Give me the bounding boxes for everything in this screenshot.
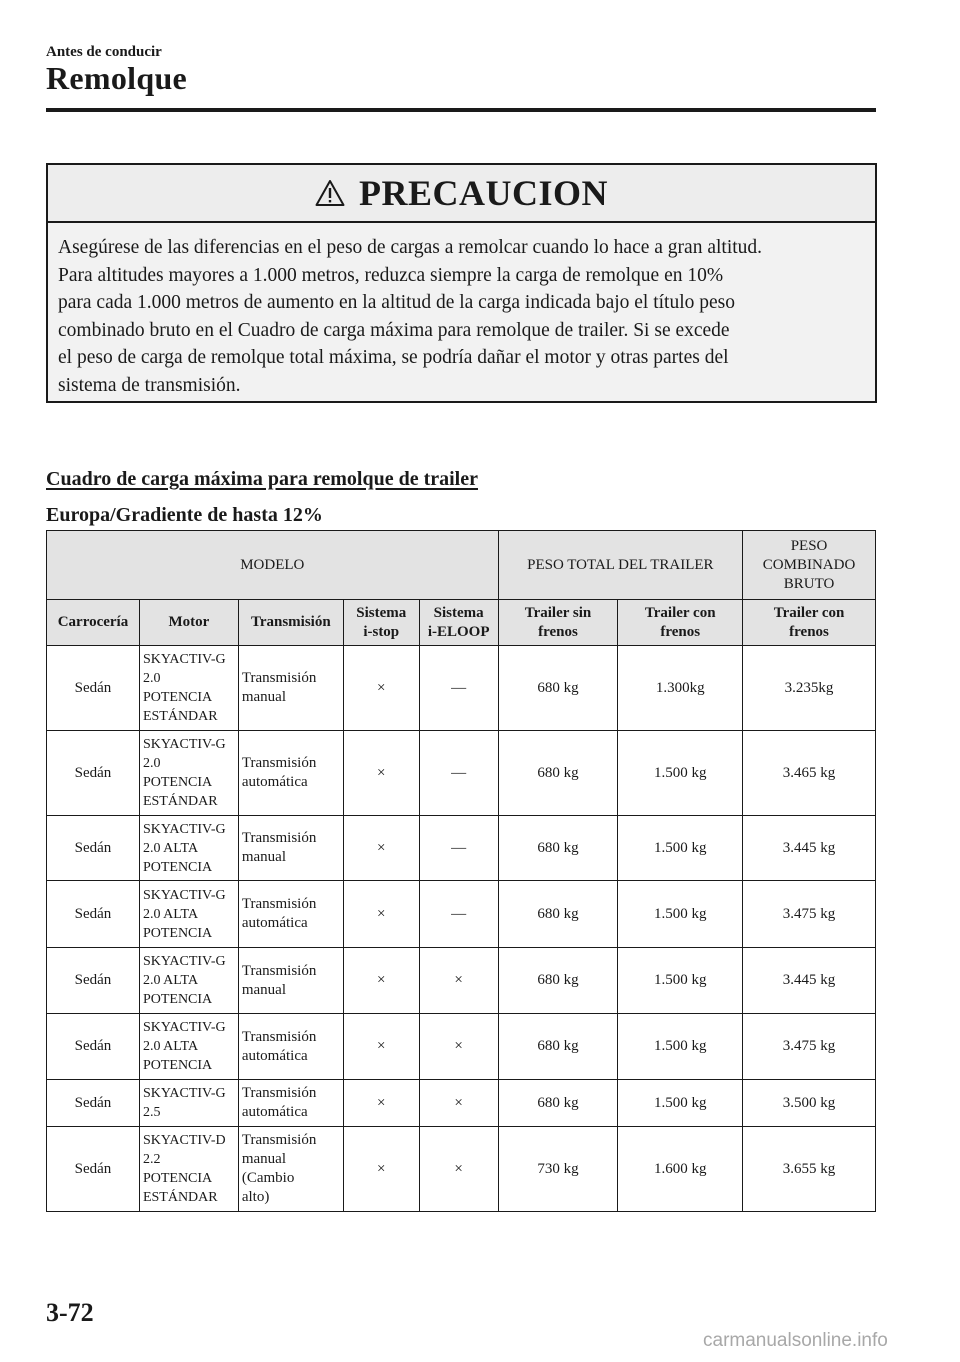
cell-braked: 1.600 kg xyxy=(618,1127,743,1212)
page-title: Remolque xyxy=(46,60,188,96)
cell-gcw: 3.500 kg xyxy=(743,1080,876,1127)
header-divider xyxy=(46,108,876,112)
caution-title: PRECAUCION xyxy=(358,173,608,213)
cell-istop: × xyxy=(343,1127,419,1212)
cell-braked: 1.300kg xyxy=(618,646,743,731)
cell-istop: × xyxy=(343,731,419,816)
cell-engine: SKYACTIV-G 2.0 POTENCIA ESTÁNDAR xyxy=(139,731,238,816)
cell-transmission: Transmisión automática xyxy=(238,731,343,816)
cell-gcw: 3.445 kg xyxy=(743,948,876,1014)
cell-engine: SKYACTIV-G 2.0 ALTA POTENCIA xyxy=(139,1014,238,1080)
cell-istop: × xyxy=(343,1014,419,1080)
col-istop: Sistema i-stop xyxy=(343,600,419,646)
table-row xyxy=(47,1127,876,1212)
cell-engine: SKYACTIV-G 2.0 ALTA POTENCIA xyxy=(139,948,238,1014)
cell-istop: × xyxy=(343,881,419,948)
cell-ieloop: × xyxy=(419,948,498,1014)
caution-line: Para altitudes mayores a 1.000 metros, reduzca siempre la carga de remolque en 10% xyxy=(58,264,724,286)
col-con-frenos: Trailer con frenos xyxy=(618,600,743,646)
header-modelo: MODELO xyxy=(47,531,499,600)
col-carroceria: Carrocería xyxy=(47,600,140,646)
cell-body: Sedán xyxy=(47,948,140,1014)
cell-unbraked: 680 kg xyxy=(498,731,618,816)
cell-braked: 1.500 kg xyxy=(618,1080,743,1127)
cell-transmission: Transmisión automática xyxy=(238,881,343,948)
cell-transmission: Transmisión automática xyxy=(238,1014,343,1080)
cell-gcw: 3.465 kg xyxy=(743,731,876,816)
cell-ieloop: — xyxy=(419,816,498,881)
cell-body: Sedán xyxy=(47,731,140,816)
cell-ieloop: × xyxy=(419,1127,498,1212)
cell-istop: × xyxy=(343,646,419,731)
table-row xyxy=(47,881,876,948)
cell-transmission: Transmisión manual (Cambio alto) xyxy=(238,1127,343,1212)
warning-triangle-icon xyxy=(315,179,345,207)
cell-braked: 1.500 kg xyxy=(618,816,743,881)
cell-braked: 1.500 kg xyxy=(618,948,743,1014)
cell-unbraked: 680 kg xyxy=(498,816,618,881)
col-motor: Motor xyxy=(139,600,238,646)
column-header-row xyxy=(47,600,876,646)
cell-body: Sedán xyxy=(47,881,140,948)
table-row xyxy=(47,948,876,1014)
caution-header xyxy=(48,165,875,223)
cell-unbraked: 680 kg xyxy=(498,881,618,948)
cell-transmission: Transmisión manual xyxy=(238,646,343,731)
cell-ieloop: — xyxy=(419,731,498,816)
cell-gcw: 3.475 kg xyxy=(743,1014,876,1080)
cell-gcw: 3.235kg xyxy=(743,646,876,731)
caution-line: combinado bruto en el Cuadro de carga máxima para remolque de trailer. Si se excede xyxy=(58,319,730,341)
cell-braked: 1.500 kg xyxy=(618,881,743,948)
cell-transmission: Transmisión manual xyxy=(238,816,343,881)
section-label: Antes de conducir xyxy=(46,44,162,60)
col-sin-frenos: Trailer sin frenos xyxy=(498,600,618,646)
cell-ieloop: × xyxy=(419,1014,498,1080)
region-title: Europa/Gradiente de hasta 12% xyxy=(46,504,323,526)
page-number: 3-72 xyxy=(46,1298,94,1327)
cell-body: Sedán xyxy=(47,816,140,881)
caution-line: para cada 1.000 metros de aumento en la altitud de la carga indicada bajo el título peso xyxy=(58,292,736,314)
group-header-row xyxy=(47,531,876,600)
cell-unbraked: 680 kg xyxy=(498,948,618,1014)
table-row xyxy=(47,816,876,881)
towing-capacity-table xyxy=(46,530,876,1212)
table-title: Cuadro de carga máxima para remolque de trailer xyxy=(46,468,478,490)
cell-unbraked: 730 kg xyxy=(498,1127,618,1212)
cell-unbraked: 680 kg xyxy=(498,1080,618,1127)
caution-line: Asegúrese de las diferencias en el peso de cargas a remolcar cuando lo hace a gran altitud. xyxy=(58,237,763,258)
cell-braked: 1.500 kg xyxy=(618,1014,743,1080)
cell-gcw: 3.655 kg xyxy=(743,1127,876,1212)
cell-unbraked: 680 kg xyxy=(498,646,618,731)
table-row xyxy=(47,731,876,816)
cell-braked: 1.500 kg xyxy=(618,731,743,816)
cell-ieloop: — xyxy=(419,646,498,731)
cell-ieloop: — xyxy=(419,881,498,948)
col-ieloop: Sistema i-ELOOP xyxy=(419,600,498,646)
cell-istop: × xyxy=(343,948,419,1014)
cell-body: Sedán xyxy=(47,1127,140,1212)
cell-gcw: 3.445 kg xyxy=(743,816,876,881)
caution-text xyxy=(48,223,875,400)
caution-line: sistema de transmisión. xyxy=(58,374,241,396)
caution-line: el peso de carga de remolque total máxima, se podría dañar el motor y otras partes del xyxy=(58,347,729,369)
cell-engine: SKYACTIV-G 2.0 ALTA POTENCIA xyxy=(139,816,238,881)
table-row xyxy=(47,1014,876,1080)
cell-engine: SKYACTIV-D 2.2 POTENCIA ESTÁNDAR xyxy=(139,1127,238,1212)
table-row xyxy=(47,1080,876,1127)
cell-engine: SKYACTIV-G 2.0 POTENCIA ESTÁNDAR xyxy=(139,646,238,731)
cell-ieloop: × xyxy=(419,1080,498,1127)
header-peso-total: PESO TOTAL DEL TRAILER xyxy=(498,531,742,600)
cell-transmission: Transmisión automática xyxy=(238,1080,343,1127)
cell-body: Sedán xyxy=(47,1080,140,1127)
cell-istop: × xyxy=(343,816,419,881)
cell-body: Sedán xyxy=(47,1014,140,1080)
watermark: carmanualsonline.info xyxy=(703,1330,888,1351)
cell-transmission: Transmisión manual xyxy=(238,948,343,1014)
col-combinado-con-frenos: Trailer con frenos xyxy=(743,600,876,646)
cell-gcw: 3.475 kg xyxy=(743,881,876,948)
cell-istop: × xyxy=(343,1080,419,1127)
caution-box xyxy=(46,163,877,403)
cell-engine: SKYACTIV-G 2.0 ALTA POTENCIA xyxy=(139,881,238,948)
col-transmision: Transmisión xyxy=(238,600,343,646)
header-peso-combinado: PESO COMBINADO BRUTO xyxy=(743,531,876,600)
table-row xyxy=(47,646,876,731)
cell-engine: SKYACTIV-G 2.5 xyxy=(139,1080,238,1127)
cell-unbraked: 680 kg xyxy=(498,1014,618,1080)
cell-body: Sedán xyxy=(47,646,140,731)
